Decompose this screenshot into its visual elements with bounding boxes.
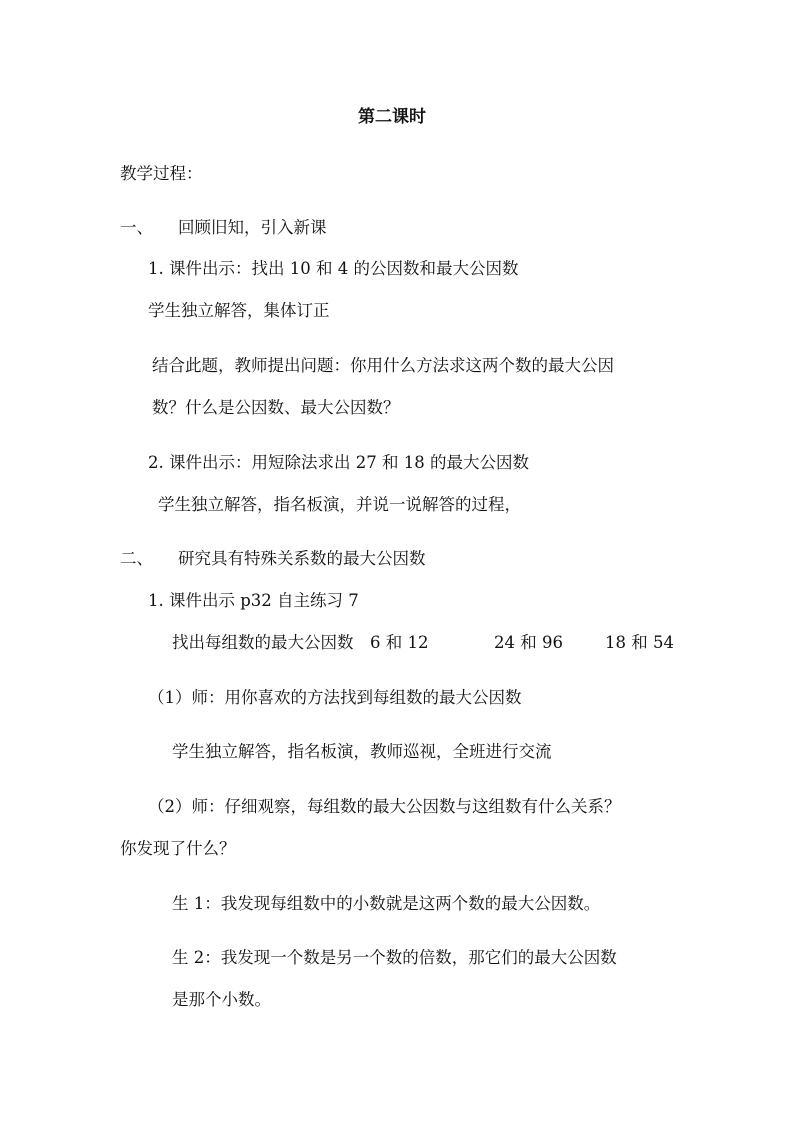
section1-question-line1: 结合此题，教师提出问题：你用什么方法求这两个数的最大公因 bbox=[152, 356, 614, 375]
group-3: 18 和 54 bbox=[605, 633, 674, 652]
intro-label: 教学过程： bbox=[120, 164, 203, 183]
step1-note: 学生独立解答，指名板演，教师巡视，全班进行交流 bbox=[172, 742, 552, 761]
section1-question-line2: 数？什么是公因数、最大公因数？ bbox=[152, 398, 400, 417]
section2-item1: 1. 课件出示 p32 自主练习 7 bbox=[148, 591, 359, 610]
page-title: 第二课时 bbox=[358, 107, 426, 127]
section1-number: 一、 bbox=[120, 218, 153, 237]
task-label: 找出每组数的最大公因数 bbox=[172, 633, 354, 652]
section2-number: 二、 bbox=[120, 549, 153, 568]
step2-line1: （2）师：仔细观察，每组数的最大公因数与这组数有什么关系？ bbox=[148, 797, 621, 816]
section1-item2-note: 学生独立解答，指名板演，并说一说解答的过程， bbox=[158, 495, 521, 514]
answer1: 生 1：我发现每组数中的小数就是这两个数的最大公因数。 bbox=[172, 894, 601, 913]
group-1: 6 和 12 bbox=[370, 633, 429, 652]
section1-item1-note: 学生独立解答，集体订正 bbox=[148, 301, 330, 320]
answer2-line2: 是那个小数。 bbox=[172, 990, 271, 1009]
step2-line2: 你发现了什么？ bbox=[120, 839, 236, 858]
section1-item1: 1. 课件出示：找出 10 和 4 的公因数和最大公因数 bbox=[148, 259, 519, 278]
group-2: 24 和 96 bbox=[494, 633, 563, 652]
answer2-line1: 生 2：我发现一个数是另一个数的倍数，那它们的最大公因数 bbox=[172, 948, 617, 967]
section1-item2: 2. 课件出示：用短除法求出 27 和 18 的最大公因数 bbox=[148, 453, 529, 472]
section1-heading: 回顾旧知，引入新课 bbox=[178, 218, 327, 237]
section2-heading: 研究具有特殊关系数的最大公因数 bbox=[178, 549, 426, 568]
step1: （1）师：用你喜欢的方法找到每组数的最大公因数 bbox=[148, 688, 522, 707]
